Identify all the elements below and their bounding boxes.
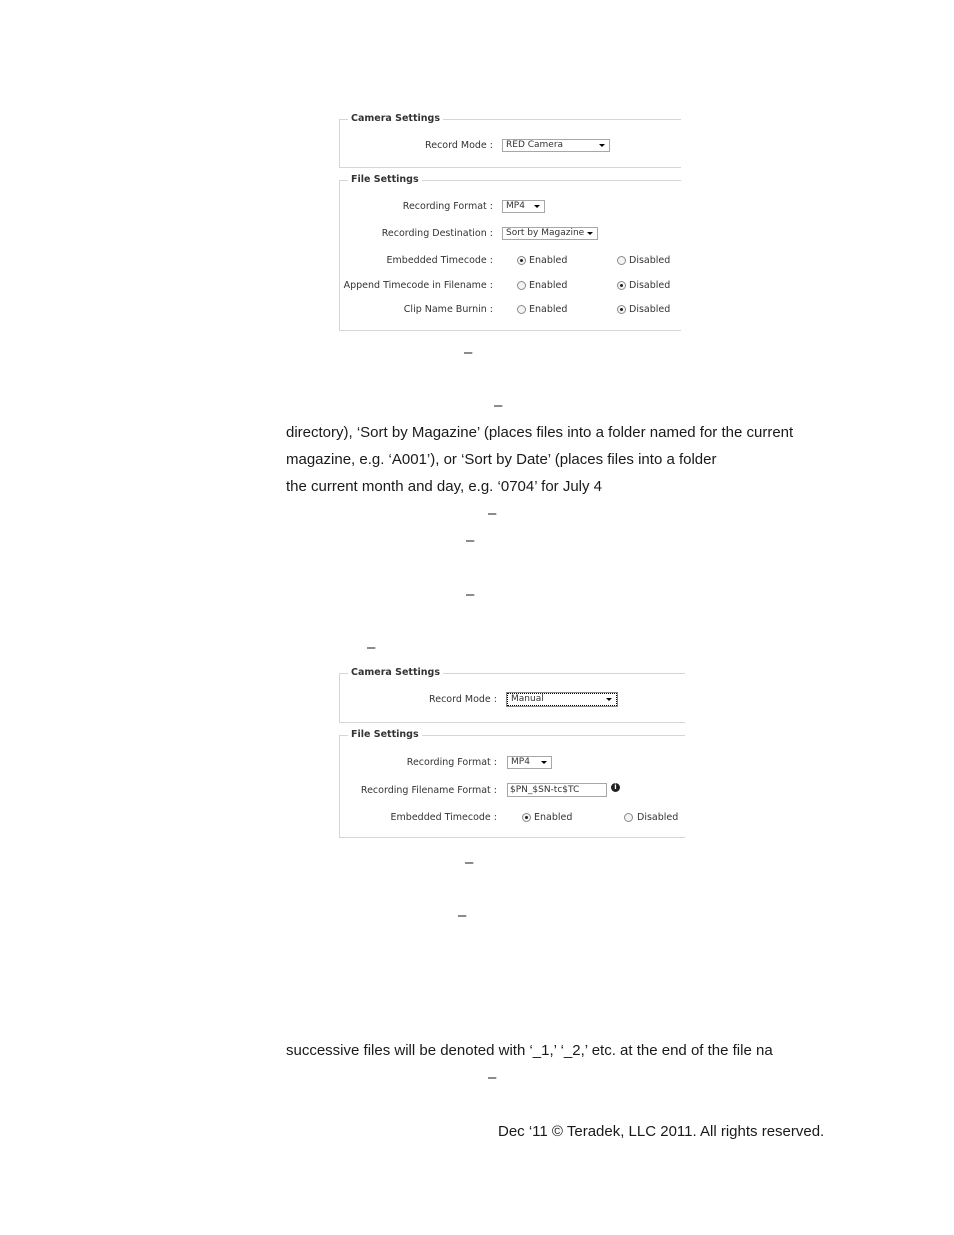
para1-line1: directory), ‘Sort by Magazine’ (places files into a folder named for the current — [286, 424, 794, 441]
recording-format-label: Recording Format : — [402, 201, 493, 212]
record-mode-label: Record Mode : — [429, 694, 497, 705]
dash-2: – — [494, 397, 503, 414]
append-timecode-label: Append Timecode in Filename : — [343, 280, 493, 291]
append-timecode-enabled-label: Enabled — [529, 280, 568, 291]
page-footer: Dec ‘11 © Teradek, LLC 2011. All rights reserved. — [498, 1123, 825, 1140]
recording-destination-value: Sort by Magazine — [506, 228, 585, 238]
dash-3: – — [488, 505, 497, 522]
filename-format-value: $PN_$SN-tc$TC — [510, 785, 580, 795]
recording-format-select[interactable] — [507, 756, 552, 769]
record-mode-value: Manual — [511, 694, 544, 704]
para1-line3: the current month and day, e.g. ‘0704’ for July 4 — [286, 478, 603, 495]
record-mode-value: RED Camera — [506, 140, 564, 150]
dash-4: – — [466, 532, 475, 549]
camera-settings-legend: Camera Settings — [348, 667, 443, 678]
file-settings-legend: File Settings — [348, 174, 422, 185]
camera-settings-fieldset — [339, 667, 685, 723]
append-timecode-disabled-radio[interactable] — [617, 281, 626, 290]
settings-screenshot-2 — [339, 666, 685, 841]
recording-format-select[interactable] — [502, 200, 545, 213]
settings-screenshot-1 — [339, 112, 681, 332]
embedded-timecode-label: Embedded Timecode : — [390, 812, 497, 823]
recording-format-value: MP4 — [511, 757, 530, 767]
recording-destination-select[interactable] — [502, 227, 598, 240]
filename-format-label: Recording Filename Format : — [360, 785, 497, 796]
embedded-timecode-disabled-radio[interactable] — [617, 256, 626, 265]
append-timecode-disabled-label: Disabled — [629, 280, 671, 291]
clip-name-burnin-enabled-label: Enabled — [529, 304, 568, 315]
embedded-timecode-enabled-label: Enabled — [529, 255, 568, 266]
recording-destination-label: Recording Destination : — [381, 228, 493, 239]
camera-settings-fieldset — [339, 113, 681, 168]
camera-settings-legend: Camera Settings — [348, 113, 443, 124]
chevron-down-icon — [541, 761, 547, 764]
dash-8: – — [458, 907, 467, 924]
dash-1: – — [464, 344, 473, 361]
embedded-timecode-enabled-label: Enabled — [534, 812, 573, 823]
clip-name-burnin-disabled-radio[interactable] — [617, 305, 626, 314]
para2-line1: successive files will be denoted with ‘_1,’ ‘_2,’ etc. at the end of the file na — [286, 1042, 773, 1059]
embedded-timecode-disabled-radio[interactable] — [624, 813, 633, 822]
file-settings-fieldset — [339, 174, 681, 331]
embedded-timecode-disabled-label: Disabled — [637, 812, 679, 823]
info-icon[interactable]: i — [611, 783, 620, 792]
dash-5: – — [466, 586, 475, 603]
dash-6: – — [367, 639, 376, 656]
recording-format-value: MP4 — [506, 201, 525, 211]
append-timecode-enabled-radio[interactable] — [517, 281, 526, 290]
filename-format-input[interactable] — [507, 783, 607, 797]
recording-format-label: Recording Format : — [406, 757, 497, 768]
clip-name-burnin-label: Clip Name Burnin : — [403, 304, 493, 315]
record-mode-select[interactable] — [507, 693, 617, 706]
clip-name-burnin-disabled-label: Disabled — [629, 304, 671, 315]
para1-line2: magazine, e.g. ‘A001’), or ‘Sort by Date’ (places files into a folder — [286, 451, 717, 468]
chevron-down-icon — [587, 232, 593, 235]
clip-name-burnin-enabled-radio[interactable] — [517, 305, 526, 314]
chevron-down-icon — [606, 698, 612, 701]
chevron-down-icon — [534, 205, 540, 208]
embedded-timecode-disabled-label: Disabled — [629, 255, 671, 266]
embedded-timecode-enabled-radio[interactable] — [517, 256, 526, 265]
file-settings-legend: File Settings — [348, 729, 422, 740]
record-mode-select[interactable] — [502, 139, 610, 152]
chevron-down-icon — [599, 144, 605, 147]
file-settings-fieldset — [339, 729, 685, 838]
dash-9: – — [488, 1069, 497, 1086]
dash-7: – — [465, 854, 474, 871]
embedded-timecode-label: Embedded Timecode : — [386, 255, 493, 266]
record-mode-label: Record Mode : — [425, 140, 493, 151]
embedded-timecode-enabled-radio[interactable] — [522, 813, 531, 822]
